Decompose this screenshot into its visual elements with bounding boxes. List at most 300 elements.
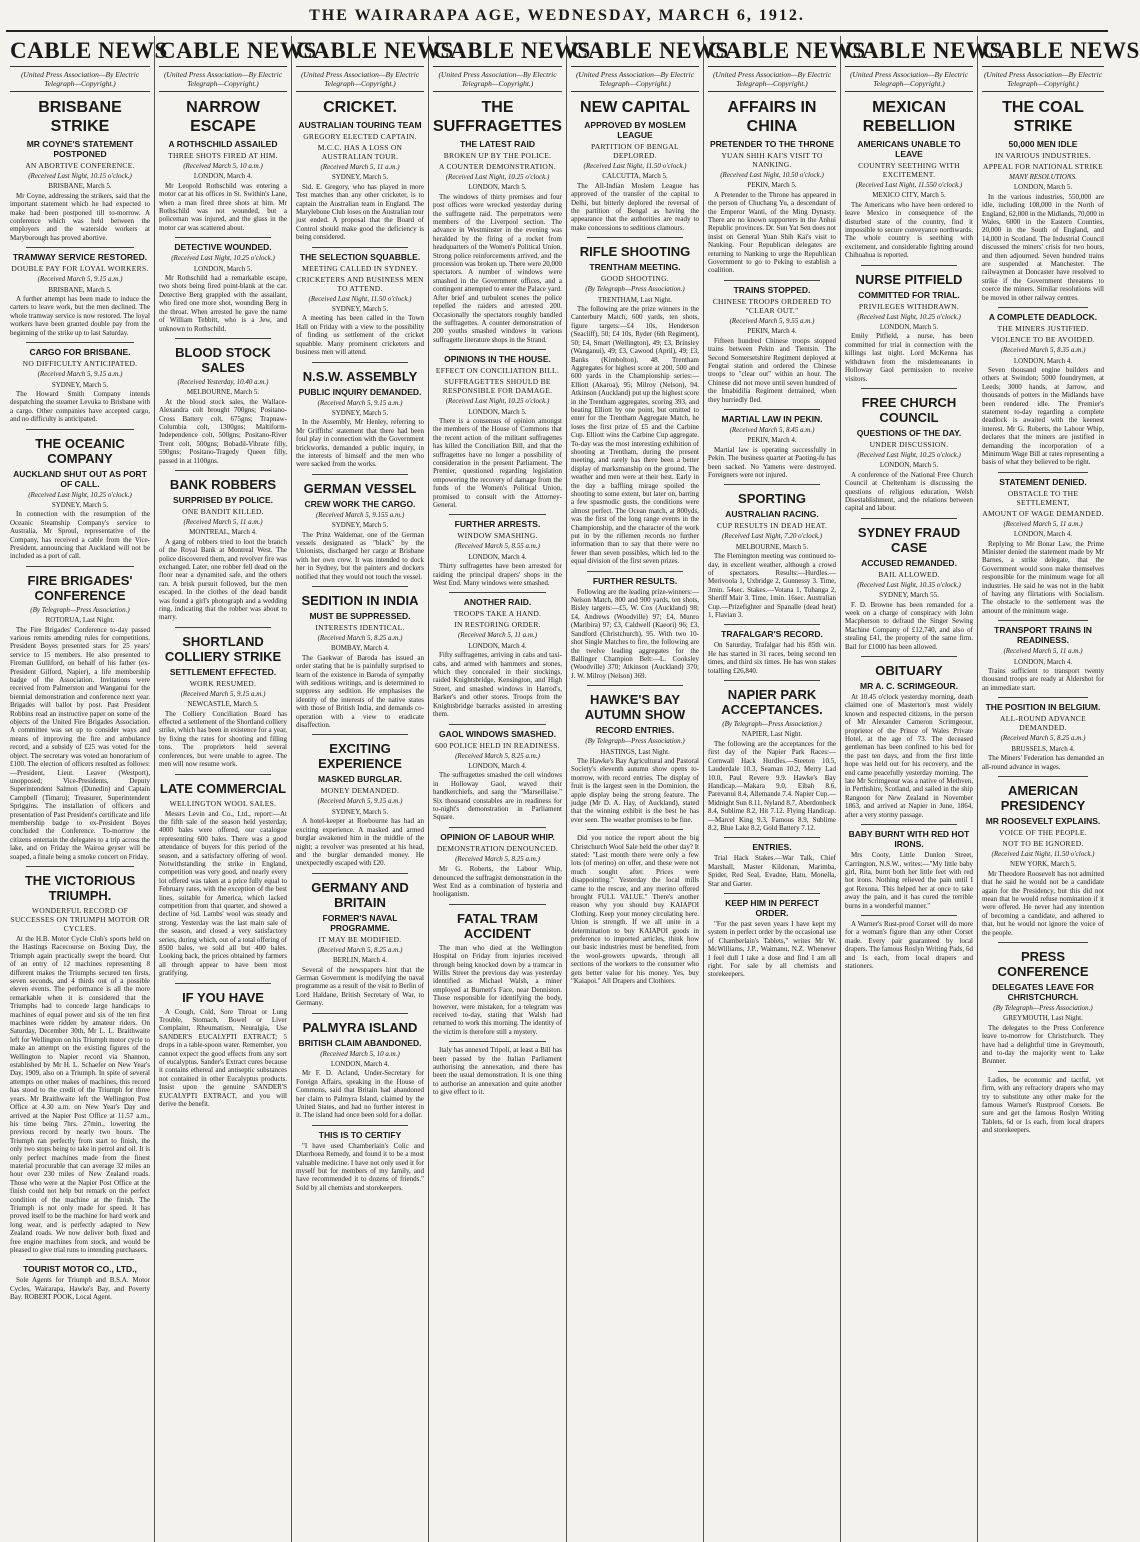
- story: [10, 98, 150, 242]
- story: [10, 566, 150, 861]
- story-deck: GREGORY ELECTED CAPTAIN.: [303, 132, 417, 141]
- story-subheadline: MR COYNE'S STATEMENT POSTPONED: [26, 139, 134, 159]
- column-1: [6, 36, 168, 1542]
- story: [159, 983, 287, 1109]
- story-subheadline: AUSTRALIAN TOURING TEAM: [298, 120, 422, 130]
- story: [982, 776, 1104, 937]
- dateline: LONDON, March 5.: [468, 407, 527, 416]
- story-body: The suffragettes smashed the cell windows in Holloway Gaol, waved their handkerchiefs, and sang the "Marseillaise." Six thousand constables are in readiness for to-night's demonstration in Parliament Square.: [433, 771, 562, 822]
- dateline: LONDON, March 5.: [193, 264, 253, 273]
- story-body: The Howard Smith Company intends despatching the steamer Levuka to Brisbane with a cargo. Other companies have accepted cargo, and no difficulty is anticipated.: [10, 389, 150, 424]
- divider: [861, 824, 957, 825]
- received-line: (Received Last Night, 7.20 o'clock.): [721, 532, 823, 541]
- received-line: (Received March 5, 9.15 a.m.): [37, 275, 123, 284]
- dateline: SYDNEY, March 5.: [331, 305, 389, 314]
- received-line: (Received March 5, 8.25 a.m.): [317, 945, 403, 954]
- story: [296, 474, 424, 581]
- story-body: "I have used Chamberlain's Colic and Diarrhoea Remedy, and found it to be a most valuable medicine. I have not only used it for myself but for members of my family, and have recommended it to dozens of friends." Sold by all chemists and storekeepers.: [296, 1141, 424, 1192]
- story: [296, 362, 424, 469]
- story-subheadline: 50,000 MEN IDLE: [1008, 139, 1078, 149]
- story-deck-secondary: NOT TO BE IGNORED.: [1002, 838, 1084, 848]
- dateline: LONDON, March 4.: [1013, 356, 1073, 365]
- story-body: On Saturday, Trafalgar had his 85th win. He has started in 31 races, being second ten times, and third six times. He has won stakes totalling £26,840.: [708, 641, 836, 675]
- story-body: A conference of the National Free Church Council at Cheltenham is discussing the questions of religious education, Welsh Disestablishment, and the relations between capital and labour.: [845, 470, 973, 513]
- story: [296, 247, 424, 357]
- story-deck: CUP RESULTS IN DEAD HEAT.: [716, 521, 828, 531]
- story-subheadline: COMMITTED FOR TRIAL.: [858, 289, 960, 300]
- column-4: [429, 36, 591, 1542]
- story-body: Sole Agents for Triumph and B.S.A. Motor Cycles, Wairarapa, Hawke's Bay, and Poverty Bay. ROBERT POOK, Local Agent.: [10, 1276, 150, 1302]
- divider: [998, 472, 1088, 473]
- story: [10, 429, 150, 561]
- divider: [175, 627, 271, 628]
- story-subheadline: TRAFALGAR'S RECORD.: [721, 629, 823, 640]
- dateline: LONDON, March 4.: [1013, 530, 1073, 539]
- story-subheadline: ANOTHER RAID.: [463, 597, 532, 608]
- story-body: The Fire Brigades' Conference to-day passed various remits amending rules for competitions. President Boyes presented stars for 25 years' service to 15 members. He also presented to Fireman Gulliford, on behalf of his father (ex-President Gilford, Napier), a life membership badge of the Association. Invitations were received from Palmerston and Wanganui for the biennial demonstration and conference next year. Brigades will ballot by post. Past President Robbins read an instructive paper on some of the objects of the United Fire Brigades Association. A committee was set up to consider ways and means of improving the fire and ambulance record, and a subsidy of £25 was voted for the object. The secretary was voted an honorarium of £100. The election of officers resulted as follows:—President, Lieut. Leaver (Westport), unopposed; Vice-Presidents, Deputy Superintendent Salmon (Dunedin) and Captain Campbell (Timaru); Treasurer, Superintendent Spriggins. The installation of officers and presentation of Past President's certificate and life membership badge to ex-President Boyes concluded the Conference. To-morrow the citizens entertain the delegates to a trip across the lake, and on Friday the Wairoa geyser will be soaped, a finale being a smoke concert on Friday.: [10, 625, 150, 861]
- story-deck: DOUBLE PAY FOR LOYAL WORKERS.: [11, 264, 149, 274]
- story-body: A further attempt has been made to induce the carters to leave work, but the men declined. The whole tramway service is now restored. The loyal workers have been granted double pay from the beginning of the strike up to last Saturday.: [10, 295, 150, 337]
- story-subheadline: A ROTHSCHILD ASSAILED: [168, 139, 278, 149]
- paragraph: Ladies, be economic and tactful, yet firm, with any refractory drapers who may try to substitute any other make for the famous Warner's Rustproof Corsets. Be sure and get the famous Roslyn Writing Tablets, 6d or 1s each, from local drapers and storekeepers.: [982, 1075, 1104, 1135]
- column-7: [841, 36, 1003, 1542]
- received-line: (Received March 5, 9.15 a.m.): [317, 797, 403, 806]
- story: [708, 409, 836, 479]
- story-subheadline: TRAINS STOPPED.: [733, 284, 811, 295]
- story-body: There is a consensus of opinion amongst the members of the House of Commons that the recent action of the militant suffragettes has killed the Conciliation Bill, and that the suffragettes have no longer a possibility of consideration in the present Parliament. The Premier, questioned regarding legislation empowering the recovery of damage from the funds of the Women's Political Union, promised to consult with the Attorney-General.: [433, 416, 562, 509]
- story-body: The Gaekwar of Baroda has issued an order stating that he is painfully surprised to learn of the existence in Baroda of sympathy with seditious writings, and is determined to suppress any sedition. He emphasises the identity of the interests of the native states with those of British India, and demands co-operation with a view to eradicate disaffection.: [296, 653, 424, 730]
- story: [159, 98, 287, 232]
- dateline: CALCUTTA, March 5.: [602, 172, 668, 181]
- received-line: (Received Last Night, 10.25 o'clock.): [445, 173, 550, 181]
- story-subheadline: AUSTRALIAN RACING.: [725, 509, 819, 520]
- story-body: A hotel-keeper at Roebourne has had an exciting experience. A masked and armed burglar awakened him in the middle of the night; a revolver was presented at his head, and the burglar demanded money. He unexpectedly escaped with £20.: [296, 817, 424, 868]
- story-headline: SEDITION IN INDIA: [301, 593, 419, 608]
- dateline: SYDNEY, March 5.: [331, 173, 389, 182]
- story: [10, 342, 150, 423]
- story-deck: WONDERFUL RECORD OF SUCCESSES ON TRIUMPH MOTOR OR CYCLES.: [10, 905, 150, 933]
- story-subheadline: TOURIST MOTOR CO., LTD.,: [23, 1264, 137, 1275]
- story-headline: MEXICAN REBELLION: [862, 99, 956, 135]
- story-body: Thirty suffragettes have been arrested for raiding the principal drapers' shops in the West End. Many windows were smashed.: [433, 562, 562, 588]
- story-deck-secondary: A COUNTER DEMONSTRATION.: [439, 162, 556, 171]
- dateline: MONTREAL, March 4.: [189, 528, 257, 537]
- story-body: Messrs Levin and Co., Ltd., report:—At the fifth sale of the season held yesterday, 4000 bales were offered, our catalogue representing 600 bales. There was a good attendance of buyers for this period of the season, and a satisfactory offering of wool. Notwithstanding the strike in England, competition was very good, and nearly every lot offered was taken at a price fully equal to February rates, with the exception of the best lines, suitable for America, which lacked competition from that quarter, and showed a decline of ½d. Lambs' wool was steady and strong. Yesterday was the last main sale of the season, and closed a very satisfactory series, during which, out of a total offering of 8500 bales, we sold all but 400 bales. Looking back, the prices obtained by farmers all through appear to have been most gratifying.: [159, 809, 287, 978]
- story: [159, 470, 287, 622]
- dateline: MELBOURNE, March 5.: [186, 388, 260, 397]
- story: [982, 472, 1104, 615]
- received-line: (Received Last Night, 10.25 o'clock.): [171, 254, 275, 263]
- story: [159, 237, 287, 333]
- story: [296, 734, 424, 867]
- received-line: (Received March 5, 11 a.m.): [1003, 519, 1083, 528]
- story-body: "For the past seven years I have kept my system in perfect order by the occasional use of Chamberlain's Tablets," writes Mr W. McWilliams, J.P., Waimanu, N.Z. Whenever I feel dull I take a dose and find I am all right. For sale by all chemists and storekeepers.: [708, 919, 836, 979]
- story-subheadline: AUCKLAND SHUT OUT AS PORT OF CALL.: [13, 468, 147, 489]
- story: [571, 829, 699, 985]
- story-body: Seven thousand engine builders and others at Swindon; 5000 foundrymen, at Leeds; 3000 hands, at Jarrow, and thousands of potters in the Midlands have been rendered idle. The Premier's statement to-day regarding a complete deadlock is awaited with the keenest interest. Mr G. Roberts, the Labour Whip, declares that the miners are justified in demanding the incorporation of a Minimum Wage Bill at rates representing a basis of what they believed to be right.: [982, 365, 1104, 467]
- received-line: (By Telegraph—Press Association.): [722, 720, 822, 729]
- story-subheadline: THE POSITION IN BELGIUM.: [985, 702, 1101, 713]
- received-line: (Received March 5, 10 a.m.): [320, 1049, 400, 1058]
- story: [433, 592, 562, 718]
- story-body: At the H.B. Motor Cycle Club's sports held on the Hastings Racecourse on Boxing Day, the Triumph again practically swept the board. Out of an entry of 12 machines representing 8 different makes the Triumphs secured ten firsts, seven seconds, and 4 thirds out of a possible eleven events. The performance is all the more remarkable when it is considered that the Triumphs had to concede large handicaps to machines of equal power and six of the ten first machines were ridden by amateur riders. On Saturday, December 30th, Mr L. L. Braithwaite left for Wellington on his Triumph motor cycle to make an attempt on the existing figures of the Wellington to Napier record via Shannon, established by Mr H. L. Schaefer on New Year's Day, 1909, also on a Triumph. In spite of several attempts on other makes of machines, this record has stood to the credit of the Triumph for three years. Mr Braithwaite left the Wellington Post Office at 4.30 a.m. on New Year's Day and arrived at the Napier Post Office at 11.57 a.m., his time being 7hrs. 27min., lowering the previous record by nearly two hours. The Triumph ran perfectly from start to finish, the only two stops being to take in petrol and oil. It is only perfect machines made from the finest material procurable that can average 32 miles an hour over 230 miles of New Zealand roads. Those who were at the Napier Post Office at the finish could not help but remark on the perfect condition of the machine at the finish. The Triumph is not only made for speed. It has proved itself to be the machine for hard work and long wear, and is perfectly adapted to New Zealand roads. We now deliver both fixed and free engine machines from stock, and would be pleased to give trial runs to intending purchasers.: [10, 934, 150, 1254]
- received-line: (Received March 5, 11 a.m.): [1003, 647, 1083, 656]
- story-deck-secondary: IN RESTORING ORDER.: [454, 620, 541, 630]
- dateline: BRUSSELS, March 4.: [1011, 744, 1075, 753]
- story-deck: MEETING CALLED IN SYDNEY.: [302, 263, 418, 273]
- story-deck: DEMONSTRATION DENOUNCED.: [436, 843, 559, 853]
- press-association-line: (United Press Association—By Electric Telegraph—Copyright.): [845, 70, 973, 92]
- paragraph: Did you notice the report about the big Christchurch Wool Sale held the other day? It stated: "Last month there were only a few lots (of merino) on offer, and these were not much sought after. Prices were disappointing." Yesterday the local mills came to the rescue, and any merino offered brought FULL VALUE." There's another reason why you should buy KAIAPOI Clothing. Keep your money circulating here. Union is strength. If we all unite in a determination to buy KAIAPOI goods in preference to imported articles, think how our basic industries must be benefited, from the wool-growers upwards, through all sections of the workers to the consumer who gets better value for his money. Yes, buy "Kaiapoi." All Drapers and Clothiers.: [571, 834, 699, 986]
- divider: [449, 514, 546, 515]
- story-headline: NURSE PITFIELD: [855, 271, 963, 287]
- story-deck: PRIVILEGES WITHDRAWN.: [858, 301, 960, 311]
- dateline: PEKIN, March 5.: [747, 181, 797, 190]
- story: [10, 247, 150, 337]
- story-deck: BAIL ALLOWED.: [878, 569, 940, 579]
- received-line: (Received March 5, 8.45 a.m.): [729, 425, 815, 434]
- column-2: [155, 36, 317, 1542]
- dateline: GREYMOUTH, Last Night.: [1003, 1014, 1083, 1023]
- story-deck-secondary: CRICKETERS AND BUSINESS MEN TO ATTEND.: [296, 274, 424, 293]
- story-body: The Hawke's Bay Agricultural and Pastoral Society's eleventh autumn show opens to-morrow, with record entries. The display of fruit is the largest seen in the Dominion, the apple display being the strong feature. The judge (Mr D. A. Hay, of Auckland), stated that the winning exhibit is the best he has ever seen. The weather promises to be fine.: [571, 756, 699, 824]
- story-subheadline: MUST BE SUPPRESSED.: [309, 611, 411, 621]
- divider: [587, 571, 683, 572]
- divider: [449, 592, 546, 593]
- paragraph: Italy has annexed Tripoli, at least a Bill has been passed by the Italian Parliament authorising the annexation, and there has been the usual demonstration. It is one thing to authorise an annexation and quite another to give effect to it.: [433, 1046, 562, 1097]
- story-deck: WINDOW SMASHING.: [457, 531, 538, 541]
- story-body: The Americans who have been ordered to leave Mexico in consequence of the disturbed state of the country, find it impossible to secure conveyance northwards. The whole country is seething with excitement, and considerable fighting around Chihuahua is reported.: [845, 200, 973, 260]
- story-deck-secondary: APPEAL FOR NATIONAL STRIKE: [983, 162, 1103, 171]
- column-6: [704, 36, 866, 1542]
- story-body: Mr Leopold Rothschild was entering a motor car at his offices in St. Swithin's Lane, when a man fired three shots at him. Mr Rothschild was not wounded, but a policeman was injured, and the glass in the motor car was scattered about.: [159, 181, 287, 232]
- story: [571, 237, 699, 565]
- story-deck: CHINESE TROOPS ORDERED TO "CLEAR OUT.": [712, 296, 832, 315]
- column-title: CABLE NEWS: [159, 36, 287, 67]
- story: [10, 866, 150, 1254]
- divider: [312, 1125, 408, 1126]
- story-body: Mr G. Roberts, the Labour Whip, denounced the suffragist demonstration in the West End as a combination of hysteria and hooliganism.: [433, 865, 562, 899]
- story-headline: SYDNEY FRAUD CASE: [857, 524, 961, 555]
- story-headline: BRISBANE STRIKE: [38, 99, 122, 135]
- story-subheadline: THIS IS TO CERTIFY: [318, 1129, 402, 1140]
- story-headline: SPORTING: [738, 491, 806, 507]
- story-deck: THREE SHOTS FIRED AT HIM.: [168, 151, 278, 160]
- story: [10, 1259, 150, 1301]
- divider: [312, 474, 408, 475]
- divider: [26, 247, 134, 248]
- story-body: Fifteen hundred Chinese troops stopped trains between Pekin and Tientsin. The Second Somersetshire Regiment deployed at Fengtai station and ordered the Chinese troops to "clear out" within an hour. The Chinese did not move until seven hundred of the Imabidilia Regiment detrained, when they hurriedly fled.: [708, 336, 836, 404]
- story-subheadline: TRENTHAM MEETING.: [589, 262, 681, 273]
- story-body: The All-Indian Moslem League has approved of the transfer of the capital to Delhi, but bitterly deplored the reversal of the partition of Bengal as having the appearance that the authorities are ready to make concessions to seditious clamours.: [571, 181, 699, 232]
- divider: [449, 724, 546, 725]
- press-association-line: (United Press Association—By Electric Telegraph—Copyright.): [433, 70, 562, 92]
- divider: [175, 237, 271, 238]
- divider: [724, 484, 820, 485]
- dateline: LONDON, March 5.: [879, 461, 939, 470]
- divider: [861, 518, 957, 519]
- story-headline: SHORTLAND COLLIERY STRIKE: [164, 633, 282, 664]
- story-body: Emily Pitfield, a nurse, has been committed for trial in connection with the killings last night. Lord McKenna has withdrawn from the misdemeanants in Holloway Gaol permission to receive visitors.: [845, 332, 973, 383]
- divider: [449, 827, 546, 828]
- story-headline: PRESS CONFERENCE: [997, 948, 1089, 979]
- story-deck: WELLINGTON WOOL SALES.: [169, 798, 277, 808]
- story-headline: THE COAL STRIKE: [1002, 99, 1084, 135]
- story: [845, 388, 973, 513]
- story-subheadline: BRITISH CLAIM ABANDONED.: [298, 1037, 422, 1048]
- story: [845, 265, 973, 383]
- story-deck: COUNTRY SEETHING WITH EXCITEMENT.: [858, 161, 960, 179]
- story-body: Following are the leading prize-winners:—Nelson Match, 800 and 900 yards, ten shots, Bisley targets:—£5, W. Cox (Auckland) 98; £4, Andrews (Woodville) 97; £4, Munro (Maribira) 97; £3, Caldwell (Kaeori) 96; £3, Sandford (Christchurch), 95. With two 10-shot Single Matches to fire, the following are the twelve leading aggregates for the Ballinger Champion Belt:—L. Cooksley (Woodville) 370; Atkinson (Auckland) 370; J. W. Milroy (Nelson) 369.: [571, 587, 699, 680]
- story: [708, 680, 836, 832]
- column-title: CABLE NEWS: [296, 36, 424, 67]
- story-body: At 10.45 o'clock yesterday morning, death claimed one of Masterton's most widely known and respected citizens, in the person of Mr Alexander Cameron Scrimgeour, proprietor of the Prince of Wales Private Hotel, at the age of 73. The deceased gentleman has been confined to his bed for the past ten days, and from the first little hope was held out for his recovery, and the end came peacefully yesterday morning. The late Mr Scrimgeour was a native of Methven, in Perthshire, Scotland, and sailed in the ship Rangoon for New Zealand in November 1863, and arrived at Napier in June, 1864, after a very stormy passage.: [845, 693, 973, 819]
- story-body: Several of the newspapers hint that the German Government is modifying the naval programme as a result of the visit to Berlin of Lord Haldane, British Secretary of War, to Germany.: [296, 965, 424, 1008]
- story-body: In the various industries, 550,000 are idle, including 108,000 in the North of England, 62,000 in the Midlands, 70,000 in Wales, 6000 in the Eastern Counties, 20,000 in the South of England, and 14,000 in Scotland. The Industrial Council discussed the miners' crisis for two hours, and then adjourned. Seven hundred trains are suspended at Manchester. The railwaymen at Doncaster have resolved to strike if the Government threatens to coerce the miners. Similar resolutions will be moved in other railway centres.: [982, 192, 1104, 302]
- divider: [312, 734, 408, 735]
- story: [159, 774, 287, 978]
- received-line: (Received March 5, 9.155 a.m.): [315, 510, 405, 519]
- received-line: (Received March 5, 11 a.m.): [183, 517, 263, 526]
- story-subheadline: GAOL WINDOWS SMASHED.: [439, 728, 556, 739]
- dateline: BOMBAY, March 4.: [331, 644, 389, 653]
- press-association-line: (United Press Association—By Electric Telegraph—Copyright.): [571, 70, 699, 92]
- column-8: [978, 36, 1140, 1542]
- dateline: LONDON, March 4.: [330, 1059, 390, 1068]
- dateline: ROTORUA, Last Night.: [45, 616, 115, 625]
- column-3: [292, 36, 454, 1542]
- story-body: A Pretender to the Throne has appeared in the person of Chuchang Yu, a descendant of the Emperor Wanti, of the Ming Dynasty. There are no known supporters in the Anhui Republic provinces. Dr. Sun Yat Sen does not insist on General Yuan Shih Kai's visit to Nanking. Four Republican delegates are returning to Nanking to urge the Republican Government to go to Peking to establish a coalition.: [708, 190, 836, 275]
- story-deck-secondary: SUFFRAGETTES SHOULD BE RESPONSIBLE FOR DAMAGE.: [442, 377, 553, 396]
- story: [982, 697, 1104, 771]
- story-subheadline: RECORD ENTRIES.: [595, 725, 675, 736]
- story-subheadline: THE SELECTION SQUABBLE.: [299, 251, 421, 262]
- story-deck: NO DIFFICULTY ANTICIPATED.: [22, 359, 138, 369]
- story-headline: NEW CAPITAL: [580, 99, 690, 116]
- story-headline: FATAL TRAM ACCIDENT: [457, 910, 538, 941]
- press-association-line: (United Press Association—By Electric Telegraph—Copyright.): [10, 70, 150, 92]
- story-headline: PALMYRA ISLAND: [302, 1019, 418, 1035]
- story: [296, 1125, 424, 1192]
- dateline: BRISBANE, March 5.: [48, 285, 112, 294]
- story-body: A meeting has been called in the Town Hall on Friday with a view to the possibility of finding us settlement of the cricket squabble. Many prominent cricketers and business men will attend.: [296, 314, 424, 357]
- story-body: The delegates to the Press Conference leave to-morrow for Christchurch. They have had a delightful time in Greymouth, and to-day the majority went to Lake Brunner.: [982, 1023, 1104, 1066]
- divider: [26, 866, 134, 867]
- dateline: LONDON, March 4.: [193, 172, 253, 181]
- received-line: (Received Yesterday, 10.40 a.m.): [177, 377, 269, 386]
- press-association-line: (United Press Association—By Electric Telegraph—Copyright.): [708, 70, 836, 92]
- story-deck: IT MAY BE MODIFIED.: [318, 934, 402, 944]
- press-association-line: (United Press Association—By Electric Telegraph—Copyright.): [159, 70, 287, 92]
- story: [708, 484, 836, 619]
- story-body: In connection with the resumption of the Oceanic Steamship Company's service to Australia, Mr Sproul, representative of the Company, has received a cable from the Vice-President, announcing that Auckland will not be included as a port of call.: [10, 510, 150, 561]
- divider: [998, 697, 1088, 698]
- dateline: SYDNEY, March 5.: [51, 380, 109, 389]
- divider: [175, 774, 271, 775]
- story-deck: ONE BANDIT KILLED.: [182, 506, 264, 516]
- dateline: LONDON, March 4.: [1013, 657, 1073, 666]
- story-headline: FREE CHURCH COUNCIL: [861, 394, 957, 425]
- story-headline: HAWKE'S BAY AUTUMN SHOW: [584, 692, 686, 723]
- story-headline: RIFLE SHOOTING: [579, 244, 691, 260]
- dateline: HASTINGS, Last Night.: [600, 747, 670, 756]
- story-body: The Flemington meeting was continued to-day, in excellent weather, although a crowd of spectators. Results:—Hurdles.—Merivoola 1, Uxbridge 2, Gunnessy 3. Time, 3min. 54sec. Stakes.—Votana 1, Tuhanga 2, Sheriff Mair 3. Time, 1min. 16sec. Australian Cup.—Prizefighter and Spanalle (dead heat) 1, Flavian 3.: [708, 552, 836, 620]
- dateline: TRENTHAM, Last Night.: [598, 295, 672, 304]
- story-headline: NAPIER PARK ACCEPTANCES.: [721, 687, 823, 718]
- received-line: (Received March 5, 11 a.m.): [320, 163, 400, 171]
- story-subheadline: MR A. C. SCRIMGEOUR.: [860, 681, 958, 691]
- story: [982, 620, 1104, 692]
- divider: [998, 942, 1088, 943]
- received-line: MANY RESOLUTIONS.: [1009, 173, 1077, 181]
- divider: [312, 586, 408, 587]
- story-subheadline: DELEGATES LEAVE FOR CHRISTCHURCH.: [992, 981, 1094, 1002]
- divider: [26, 566, 134, 567]
- story-subheadline: MARTIAL LAW IN PEKIN.: [721, 413, 823, 424]
- story-subheadline: PRETENDER TO THE THRONE: [709, 139, 835, 149]
- story-deck: AN ABORTIVE CONFERENCE.: [25, 161, 135, 170]
- story-headline: CRICKET.: [323, 99, 397, 116]
- dateline: LONDON, March 5.: [879, 323, 939, 332]
- dateline: SYDNEY, March 5.: [331, 807, 389, 816]
- story-subheadline: MASKED BURGLAR.: [317, 774, 403, 785]
- divider: [724, 893, 820, 894]
- story-subheadline: ENTRIES.: [752, 842, 792, 853]
- story-subheadline: PUBLIC INQUIRY DEMANDED.: [298, 386, 422, 397]
- story-subheadline: CREW WORK THE CARGO.: [304, 498, 416, 509]
- received-line: (Received March 5, 10 a.m.): [183, 162, 263, 170]
- story: [982, 98, 1104, 302]
- story-deck: THE MINERS JUSTIFIED.: [997, 324, 1089, 334]
- story: [845, 656, 973, 819]
- story-deck-secondary: AMOUNT OF WAGE DEMANDED.: [982, 508, 1104, 518]
- divider: [175, 338, 271, 339]
- divider: [26, 429, 134, 430]
- story: [982, 1071, 1104, 1135]
- story: [433, 724, 562, 822]
- story: [433, 98, 562, 344]
- story-subheadline: OPINION OF LABOUR WHIP.: [440, 831, 555, 842]
- story-headline: GERMAN VESSEL: [303, 480, 417, 496]
- masthead: THE WAIRARAPA AGE, WEDNESDAY, MARCH 6, 1912.: [6, 0, 1108, 32]
- received-line: (Received Last Night, 10.25 o'clock.): [857, 450, 961, 459]
- divider: [724, 680, 820, 681]
- story-body: A Cough, Cold, Sore Throat or Lung Trouble, Stomach, Bowel or Liver Complaint, Rheumatism, Neuralgia, Use SANDER'S EUCALYPTI EXTRACT; 5 drops in a table-spoon water. Remember, you cannot expect the good effects from any sort of eucalyptus. Sander's Extract cures because it contains ethereal and antiseptic substances not contained in other Eucalyptus products. Insist upon the genuine SANDER'S EUCALYPTI EXTRACT, and you will derive the benefit.: [159, 1007, 287, 1109]
- story-headline: BLOOD STOCK SALES: [175, 344, 271, 375]
- divider: [312, 362, 408, 363]
- received-line: (Received Last Night, 10.15 o'clock.): [28, 172, 132, 180]
- story-body: Sid. E. Gregory, who has played in more Test matches than any other cricketer, is to captain the Australian team in England. The Marylebone Club loses on the Australian tour just ended. A proposal that the Board of Control should make good the deficiency is being considered.: [296, 182, 424, 242]
- story-body: The man who died at the Wellington Hospital on Friday from injuries received through being knocked down by a tramcar in Willis Street the previous day was yesterday identified as Michael Walsh, a miner employed at Burnett's Face, near Denniston. Those responsible for identifying the body, however, were mistaken, for a telegram was received to-day, stating that Walsh had returned to work this morning. The identity of the victim is therefore still a mystery.: [433, 943, 562, 1036]
- received-line: (Received March 5, 8.25 a.m.): [455, 854, 540, 863]
- story: [708, 624, 836, 675]
- story-deck: TROOPS TAKE A HAND.: [453, 609, 542, 619]
- story-subheadline: FURTHER RESULTS.: [592, 575, 678, 586]
- received-line: (Received Last Night, 10.35 o'clock.): [857, 580, 961, 589]
- received-line: (Received March 5, 8.55 a.m.): [455, 542, 540, 551]
- divider: [587, 829, 683, 830]
- story-deck: MONEY DEMANDED.: [320, 786, 400, 796]
- dateline: PEKIN, March 4.: [747, 436, 797, 445]
- story: [708, 837, 836, 888]
- story-deck: PARTITION OF BENGAL DEPLORED.: [591, 142, 679, 160]
- story-deck: IN VARIOUS INDUSTRIES.: [994, 151, 1092, 160]
- received-line: (Received Last Night, 10.25 o'clock.): [28, 490, 132, 499]
- story-subheadline: KEEP HIM IN PERFECT ORDER.: [725, 897, 819, 918]
- story-deck: GOOD SHOOTING.: [601, 274, 669, 284]
- story-subheadline: TRANSPORT TRAINS IN READINESS.: [994, 625, 1092, 646]
- received-line: (Received March 5, 9.15 a.m.): [317, 398, 403, 407]
- story-body: The following are the acceptances for the first day of the Napier Park Races:—Cornwall Hack Hurdles.—Steeton 10.5, Lauderdale 10.3, Seaman 10.2, Merry Lad 10.0, Paul Revere 9.9. Hawke's Bay Handicap.—Makara 9.0, Eibah 8.6, Parevanui 8.4, Allemande 7.4. Napier Cup.—Midnight Sun 8.11, Nyland 8.7, Aberdonbeck 8.4, Sublime 8.2, Hit 7.12. Flying Handicap.—Marcel King 9.3, Famous 8.9, Sublime 8.2, Blue Lake 8.2, Gold Battery 7.12.: [708, 739, 836, 832]
- story-body: Mr F. D. Acland, Under-Secretary for Foreign Affairs, speaking in the House of Commons, said that Britain had abandoned her claim to Palmyra Island, claimed by the United States, and had no further interest in it. The island had once been sold for a dollar.: [296, 1069, 424, 1120]
- press-association-line: (United Press Association—By Electric Telegraph—Copyright.): [982, 70, 1104, 92]
- story: [159, 627, 287, 769]
- story-subheadline: FURTHER ARRESTS.: [454, 519, 541, 530]
- columns: [6, 36, 1140, 1542]
- story-subheadline: DETECTIVE WOUNDED.: [174, 242, 272, 253]
- story: [433, 1041, 562, 1096]
- story-body: The Colliery Conciliation Board has effected a settlement of the Shortland colliery strike, which has been in existence for a year, by fixing the rates for shooting and filling tons. The proprietors held several conferences, but were unable to agree. The men will now resume work.: [159, 709, 287, 769]
- divider: [724, 280, 820, 281]
- story-subheadline: BABY BURNT WITH RED HOT IRONS.: [848, 829, 970, 850]
- story-body: Mr Coyne, addressing the strikers, said that the important statement which he had expected to make had been postponed till to-morrow. A conference which was held between the employers and the waterside workers at Maryborough has proved abortive.: [10, 191, 150, 242]
- dateline: SYDNEY, March 5.: [331, 521, 389, 530]
- story: [708, 280, 836, 404]
- story-subheadline: SURPRISED BY POLICE.: [173, 494, 273, 505]
- story-body: Fifty suffragettes, arriving in cabs and taxi-cabs, and armed with hammers and stones, which they concealed in their stockings, raided Knightsbridge, Kensington, and High Street, and smashed windows in Harrod's, Barker's and other stores. Troops from the Knightsbridge barracks assisted in arresting them.: [433, 651, 562, 719]
- divider: [175, 470, 271, 471]
- divider: [175, 983, 271, 984]
- story-subheadline: THE LATEST RAID: [460, 139, 535, 149]
- divider: [26, 1259, 134, 1260]
- story: [433, 904, 562, 1036]
- story-subheadline: QUESTIONS OF THE DAY.: [856, 427, 962, 438]
- dateline: NEWCASTLE, March 5.: [187, 700, 259, 709]
- column-title: CABLE NEWS: [10, 36, 150, 67]
- story-body: Mrs Cooty, Little Dunlon Street, Carrington, N.S.W., writes:—"My little baby girl, Rita, burnt both her little feet with red hot irons. Nothing relieved the pain until I got Rexona. This helped her at once to take away the pain, and it has cured the terrible burns in a wonderful manner.": [845, 851, 973, 910]
- story-body: The Miners' Federation has demanded an all-round advance in wages.: [982, 754, 1104, 771]
- received-line: (Received Last Night, 10.25 o'clock.): [445, 397, 550, 406]
- dateline: NEW YORK, March 5.: [1010, 860, 1076, 869]
- story: [433, 827, 562, 899]
- divider: [449, 904, 546, 905]
- story-subheadline: STATEMENT DENIED.: [999, 476, 1087, 487]
- story-deck: VOICE OF THE PEOPLE.: [999, 827, 1087, 837]
- received-line: (Received Last Night, 10.25 o'clock.): [857, 312, 961, 321]
- received-line: (Received March 5, 9.15 a.m.): [180, 689, 266, 698]
- divider: [861, 915, 957, 916]
- received-line: (Received Last Night, 11.550 o'clock.): [855, 181, 963, 189]
- story: [296, 98, 424, 242]
- story-body: Martial law is operating successfully in Pekin. The business quarter at Paoting-fu has been sacked. No Yamens were destroyed. Foreigners were not injured.: [708, 445, 836, 479]
- story-body: The following are the prize winners in the Canterbury Match, 600 yards, ten shots, figure targets:—£4 10s, Henderson (Seacliff), 50; £4 10s, Ryder (6th Regiment), 50; £4, Smart (Wellington), 49; £3, Brinsley (Wanganui), 49; £3, Cawood (April), 49; £3, Banks (Kimbolton), 48. Trentham Aggregates for highest score at 200, 500 and 600 yards in the Championship series:—Elliott (Akaroa), 95; Milroy (Nelson), 94. Atkinson (Auckland) put up the highest score in the Trentham aggregates, scoring 393, and beating Elliott by one point, but omitted to enter for the Trentham Aggregate Match, he loses the first prize of £5 and the Carbine Cup. Elliott wins the Carbine Cup aggregate. To-day was the most interesting exhibition of shooting at Trentham, during the present meeting, and rarely has there been a better display of marksmanship on the ground. The weather and men were at their best. Early in the day a baffling mirage spoiled the shooting to some extent, but later on, barring a few spasmodic gusts, the conditions were almost perfect. The Ocean match, at 800yds, was the first of the long range events in the Championship, and the character of the work put in by the riflemen records no further information than to say that there were no fewer than seven possibles, which led to the equal division of the first seven prizes.: [571, 305, 699, 566]
- story: [571, 685, 699, 824]
- received-line: (Received March 5, 8.25 a.m.): [455, 751, 540, 760]
- story: [296, 1013, 424, 1120]
- story-body: A gang of robbers tried to loot the branch of the Royal Bank at Montreal West. The police discovered them, and revolver fire was exchanged. Later, one robber fell dead on the floor near a dynamited safe, and the others ran. A brisk pursuit followed, but the men escaped. In the clothes of the dead bandit was found a girl's photograph and a wedding ring, indicating that the robber was about to marry.: [159, 537, 287, 622]
- received-line: (Received Last Night, 11.50 o'clock.): [583, 162, 687, 170]
- column-title: CABLE NEWS: [433, 36, 562, 67]
- divider: [449, 1041, 546, 1042]
- story-deck: 600 POLICE HELD IN READINESS.: [435, 740, 560, 750]
- story-headline: EXCITING EXPERIENCE: [318, 741, 402, 772]
- story-headline: N.S.W. ASSEMBLY: [302, 368, 418, 384]
- column-5: [567, 36, 729, 1542]
- story: [296, 586, 424, 729]
- received-line: (Received March 5, 11 a.m.): [457, 631, 538, 640]
- story: [571, 98, 699, 232]
- story: [982, 307, 1104, 467]
